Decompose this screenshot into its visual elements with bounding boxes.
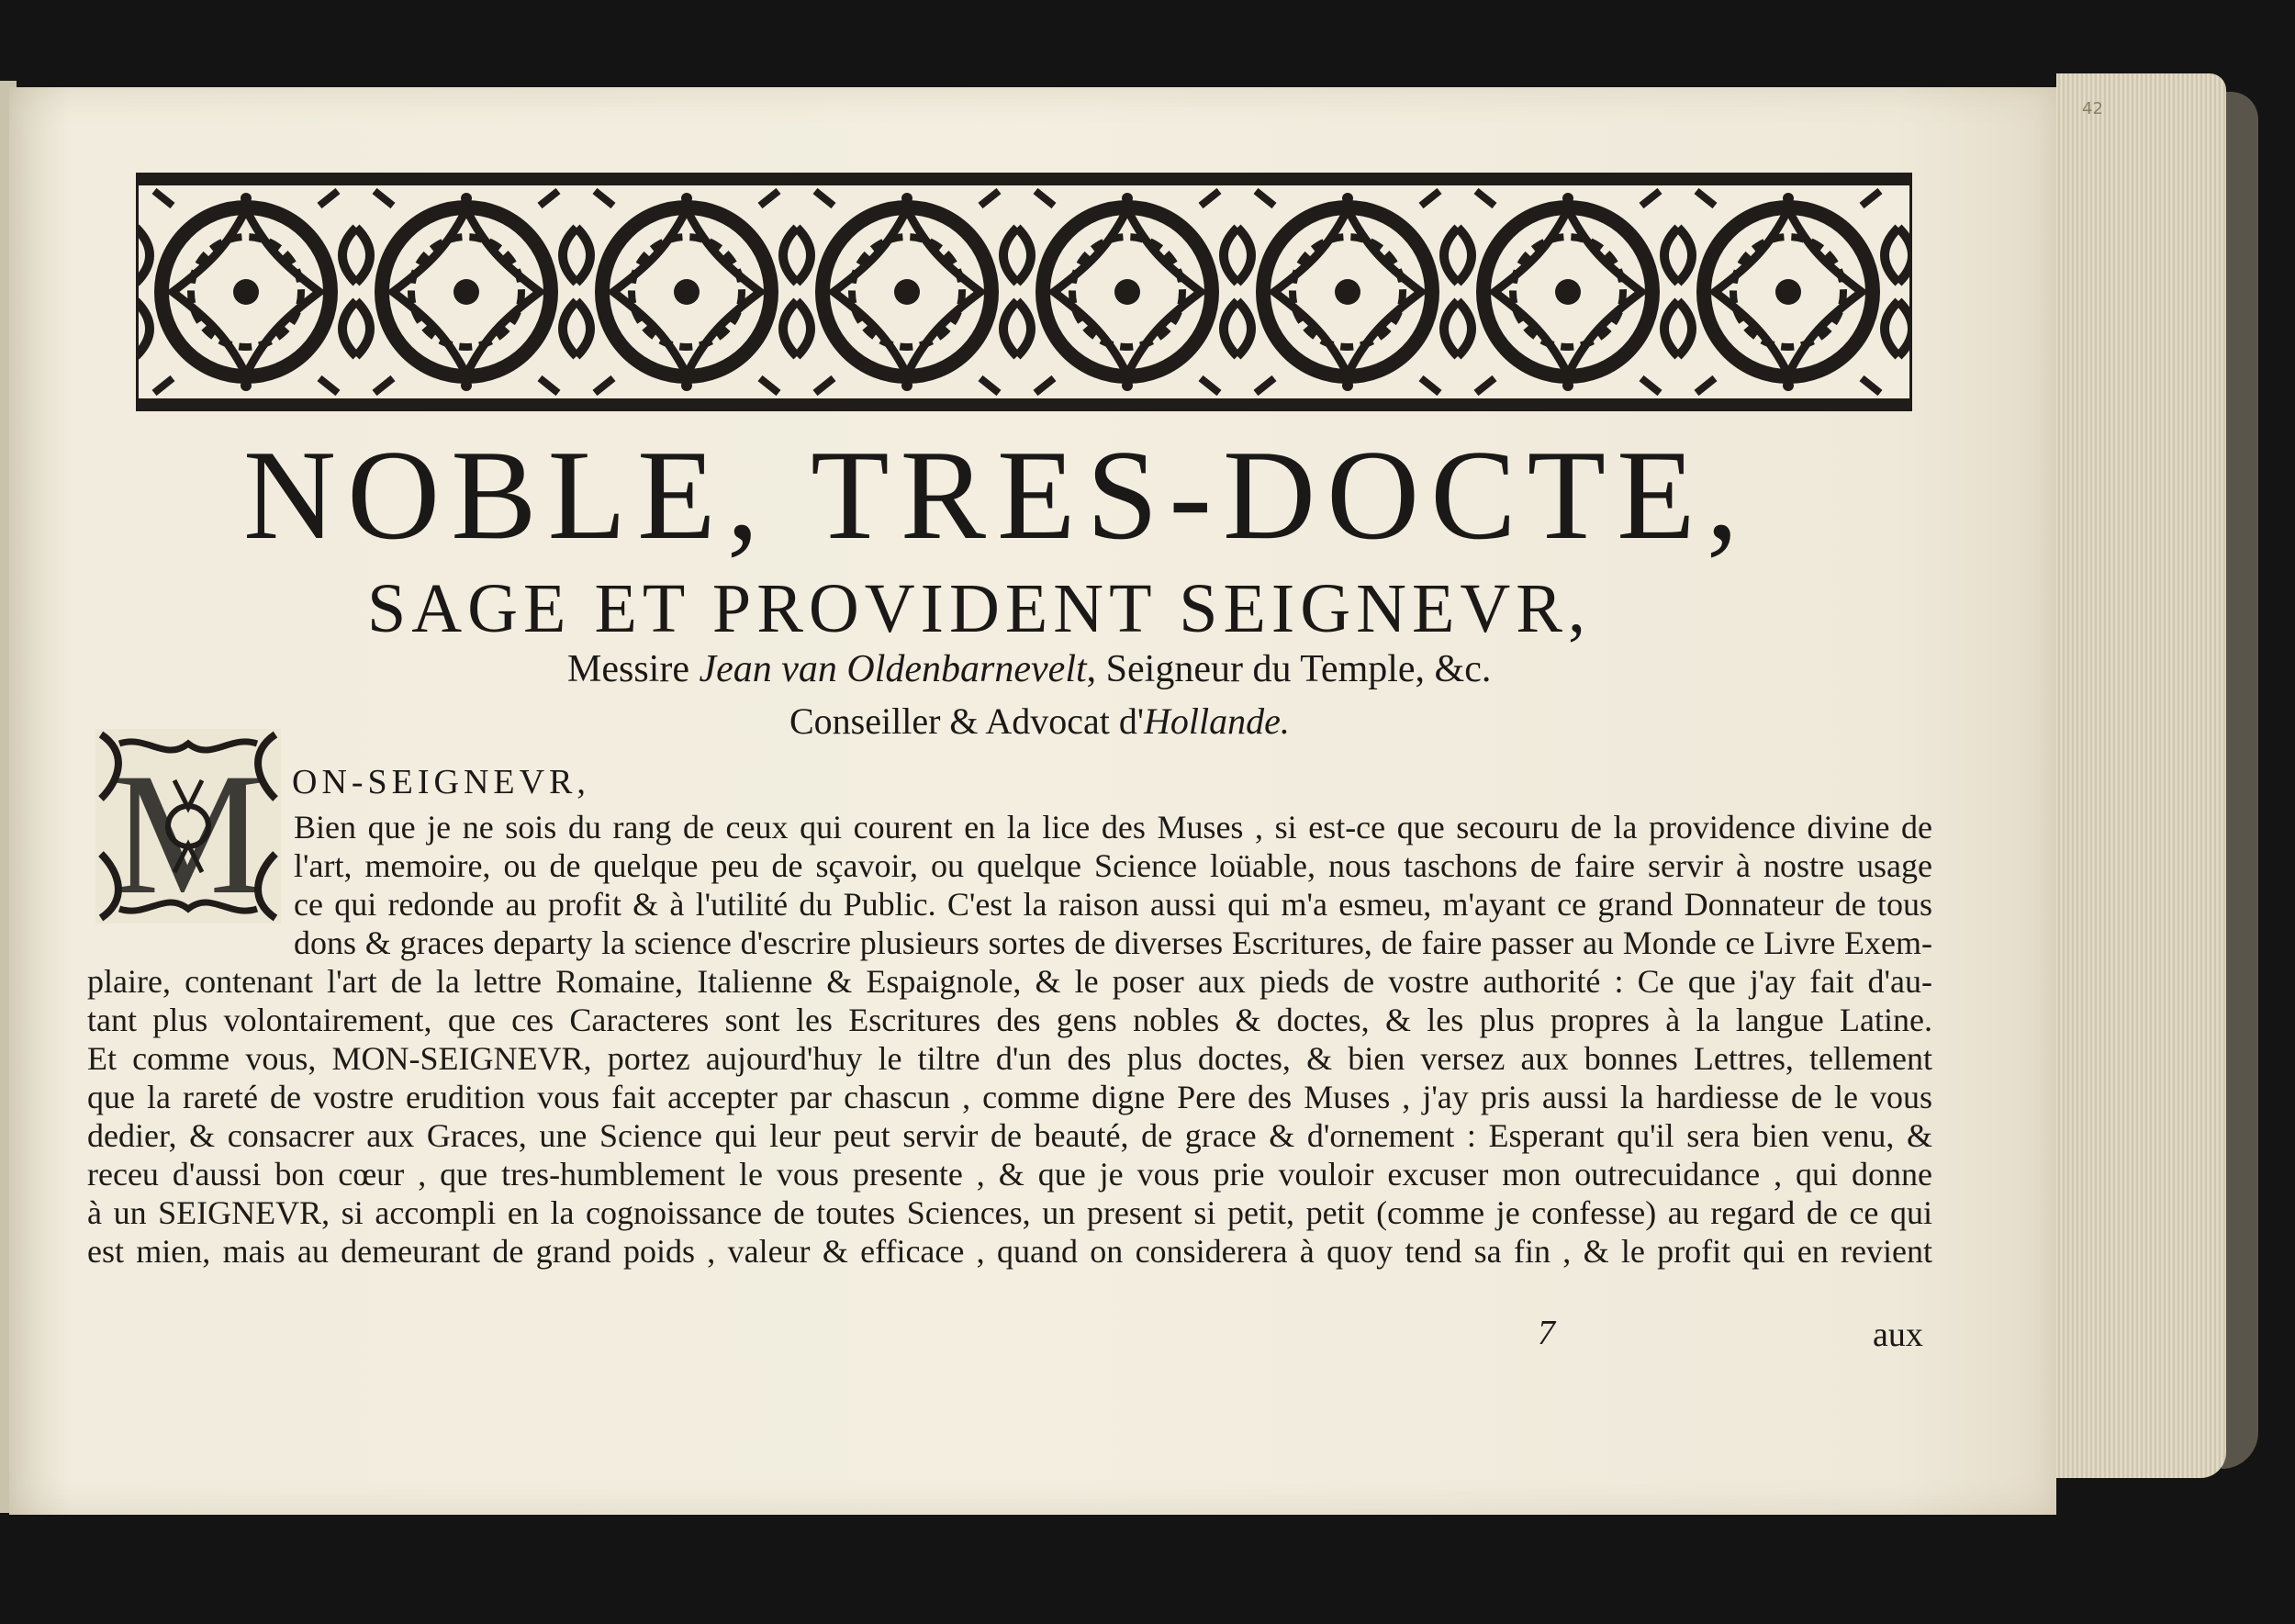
body-line: receu d'aussi bon cœur , que tres-humblement le vous presente , & que je vous prie vouloir excuser mon outrecuidance , qui donne — [87, 1156, 1932, 1193]
addressee-suffix: , Seigneur du Temple, &c. — [1086, 648, 1492, 690]
body-line: l'art, memoire, ou de quelque peu de sçavoir, ou quelque Science loüable, nous taschons de faire servir à nostre usage — [294, 847, 1932, 884]
addressee-name: Jean van Oldenbarnevelt — [699, 648, 1087, 690]
addressee-line — [567, 647, 1491, 691]
body-line: Bien que je ne sois du rang de ceux qui courent en la lice des Muses , si est-ce que secouru de la providence divine de — [294, 809, 1932, 846]
page-title: NOBLE, TRES-DOCTE, — [243, 424, 1750, 566]
ornamental-headpiece — [136, 173, 1912, 411]
pencil-folio-number: 42 — [2082, 99, 2103, 118]
body-line: Et comme vous, MON-SEIGNEVR, portez aujourd'huy le tiltre d'un des plus doctes, & bien versez aux bonnes Lettres, tellement — [87, 1040, 1932, 1077]
book-cover-edge — [2222, 92, 2258, 1469]
salutation: ON-SEIGNEVR, — [292, 763, 590, 801]
office-line — [789, 700, 1290, 743]
body-line: à un SEIGNEVR, si accompli en la cognoissance de toutes Sciences, un present si petit, petit (comme je confesse) au regard de ce qui — [87, 1194, 1932, 1231]
body-text — [87, 808, 1932, 1271]
office-prefix: Conseiller & Advocat d' — [789, 700, 1145, 742]
body-line: dons & graces departy la science d'escrire plusieurs sortes de diverses Escritures, de faire passer au Monde ce Livre Exem- — [294, 924, 1932, 961]
body-line: plaire, contenant l'art de la lettre Romaine, Italienne & Espaignole, & le poser aux pieds de vostre authorité : Ce que j'ay fait d'au- — [87, 963, 1932, 1000]
initial-letter: M — [110, 738, 266, 927]
page-stack-edge — [2056, 73, 2226, 1478]
office-place: Hollande. — [1144, 700, 1290, 742]
signature-mark: 7 — [1538, 1314, 1555, 1352]
body-line: est mien, mais au demeurant de grand poids , valeur & efficace , quand on considerera à quoy tend sa fin , & le profit qui en revient — [87, 1233, 1932, 1270]
body-line: dedier, & consacrer aux Graces, une Science qui leur peut servir de beauté, de grace & d'ornement : Esperant qu'il sera bien venu, & — [87, 1117, 1932, 1154]
catchword: aux — [1873, 1316, 1923, 1354]
body-line: que la rareté de vostre erudition vous fait accepter par chascun , comme digne Pere des Muses , j'ay pris aussi la hardiesse de le vous — [87, 1079, 1932, 1115]
page-subtitle: SAGE ET PROVIDENT SEIGNEVR, — [367, 570, 1591, 647]
body-line: tant plus volontairement, que ces Caracteres sont les Escritures des gens nobles & doctes, & les plus propres à la langue Latine. — [87, 1002, 1932, 1038]
addressee-prefix: Messire — [567, 648, 689, 690]
body-line: ce qui redonde au profit & à l'utilité du Public. C'est la raison aussi qui m'a esmeu, m'ayant ce grand Donnateur de tous — [294, 886, 1932, 923]
